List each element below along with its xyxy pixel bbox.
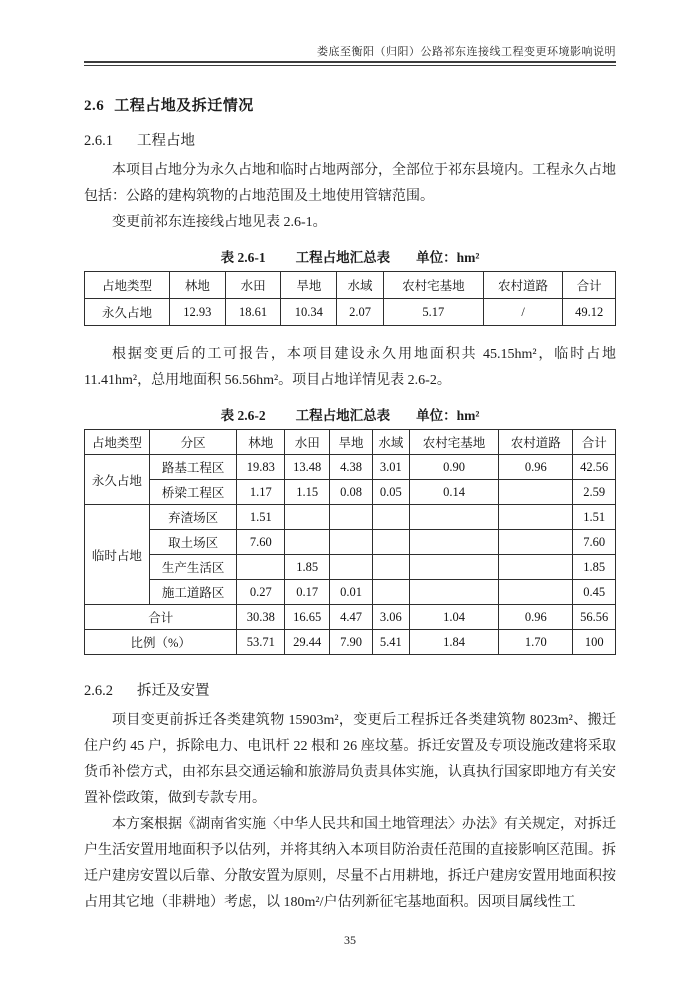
cell: 2.07	[337, 299, 384, 326]
table-ratio-row	[85, 630, 616, 655]
cell: 5.17	[383, 299, 483, 326]
cell	[409, 530, 498, 555]
header-cell: 农村道路	[483, 272, 563, 299]
cell: 18.61	[225, 299, 281, 326]
table-1-caption	[84, 246, 616, 266]
cell: 13.48	[285, 455, 330, 480]
row-group-label: 永久占地	[85, 455, 150, 505]
header-cell: 占地类型	[85, 272, 170, 299]
header-cell: 水域	[372, 430, 409, 455]
cell: 1.85	[573, 555, 616, 580]
table-header-row	[85, 430, 616, 455]
cell	[330, 555, 372, 580]
cell: 1.04	[409, 605, 498, 630]
cell	[499, 480, 573, 505]
paragraph-change-summary: 根据变更后的工可报告，本项目建设永久用地面积共 45.15hm²，临时占地 11.41hm²，总用地面积 56.56hm²。项目占地详情见表 2.6-2。	[84, 347, 616, 388]
cell: 19.83	[237, 455, 285, 480]
cell: 取土场区	[149, 530, 237, 555]
table-1-title: 工程占地汇总表	[295, 250, 391, 265]
header-cell: 水域	[337, 272, 384, 299]
cell: 1.15	[285, 480, 330, 505]
cell: 0.01	[330, 580, 372, 605]
cell: 生产生活区	[149, 555, 237, 580]
cell	[409, 555, 498, 580]
table-row	[85, 580, 616, 605]
cell: 30.38	[237, 605, 285, 630]
cell	[237, 555, 285, 580]
cell	[499, 580, 573, 605]
cell: 1.85	[285, 555, 330, 580]
cell: 56.56	[573, 605, 616, 630]
cell	[372, 580, 409, 605]
cell: 53.71	[237, 630, 285, 655]
section-title: 工程占地	[137, 133, 195, 149]
cell	[499, 530, 573, 555]
table-1-label: 表 2.6-1	[220, 250, 266, 265]
cell: 7.60	[573, 530, 616, 555]
cell: 4.38	[330, 455, 372, 480]
cell	[499, 555, 573, 580]
header-cell: 水田	[285, 430, 330, 455]
cell: 42.56	[573, 455, 616, 480]
section-heading-2-6-1	[84, 129, 616, 150]
running-header-title: 娄底至衡阳（归阳）公路祁东连接线工程变更环境影响说明	[317, 46, 616, 58]
header-cell: 农村宅基地	[383, 272, 483, 299]
cell: 桥梁工程区	[149, 480, 237, 505]
cell: 0.96	[499, 455, 573, 480]
header-cell: 旱地	[330, 430, 372, 455]
header-cell: 林地	[237, 430, 285, 455]
total-label: 合计	[85, 605, 237, 630]
cell: 1.84	[409, 630, 498, 655]
cell: 弃渣场区	[149, 505, 237, 530]
paragraph-land-overview: 本项目占地分为永久占地和临时占地两部分，全部位于祁东县境内。工程永久占地包括：公路的建构筑物的占地范围及土地使用管辖范围。	[84, 163, 616, 204]
cell: 7.60	[237, 530, 285, 555]
cell: 7.90	[330, 630, 372, 655]
table-total-row	[85, 605, 616, 630]
cell: 路基工程区	[149, 455, 237, 480]
cell: 1.51	[237, 505, 285, 530]
running-header	[84, 0, 616, 59]
section-number: 2.6.2	[84, 683, 113, 699]
section-title: 工程占地及拆迁情况	[114, 98, 254, 114]
paragraph-table1-ref: 变更前祁东连接线占地见表 2.6-1。	[112, 215, 327, 230]
cell	[330, 530, 372, 555]
table-2-6-1	[84, 271, 616, 326]
header-cell: 合计	[563, 272, 616, 299]
cell	[372, 555, 409, 580]
cell	[409, 505, 498, 530]
cell: 100	[573, 630, 616, 655]
cell	[372, 530, 409, 555]
section-number: 2.6.1	[84, 133, 113, 149]
table-2-label: 表 2.6-2	[220, 408, 266, 423]
cell: 3.01	[372, 455, 409, 480]
header-cell: 水田	[225, 272, 281, 299]
table-row	[85, 299, 616, 326]
section-title: 拆迁及安置	[137, 683, 210, 699]
cell: 5.41	[372, 630, 409, 655]
cell: 0.90	[409, 455, 498, 480]
cell: 16.65	[285, 605, 330, 630]
paragraph-resettlement-plan: 本方案根据《湖南省实施〈中华人民共和国土地管理法〉办法》有关规定，对拆迁户生活安置用地面积予以估列，并将其纳入本项目防治责任范围的直接影响区范围。拆迁户建房安置以后靠、分散安置为原则，尽量不占用耕地，拆迁户建房安置用地面积按占用其它地（非耕地）考虑，以 180m²/户估列新征宅基地面积。因项目属线性工	[84, 817, 616, 910]
cell: 0.05	[372, 480, 409, 505]
cell: 2.59	[573, 480, 616, 505]
table-row	[85, 530, 616, 555]
cell: 12.93	[169, 299, 225, 326]
cell: 0.14	[409, 480, 498, 505]
page-number: 35	[344, 933, 356, 947]
table-1-unit: 单位：hm²	[416, 250, 480, 265]
cell: 3.06	[372, 605, 409, 630]
cell	[285, 505, 330, 530]
header-cell: 农村宅基地	[409, 430, 498, 455]
section-heading-2-6	[84, 94, 616, 115]
cell: 1.17	[237, 480, 285, 505]
header-cell: 旱地	[281, 272, 337, 299]
cell	[499, 505, 573, 530]
cell: 0.08	[330, 480, 372, 505]
table-2-unit: 单位：hm²	[416, 408, 480, 423]
cell	[330, 505, 372, 530]
cell: 施工道路区	[149, 580, 237, 605]
cell: 29.44	[285, 630, 330, 655]
table-2-title: 工程占地汇总表	[295, 408, 391, 423]
cell: 10.34	[281, 299, 337, 326]
cell: 永久占地	[85, 299, 170, 326]
cell: 0.27	[237, 580, 285, 605]
section-number: 2.6	[84, 98, 105, 114]
table-2-6-2	[84, 429, 616, 655]
cell: 1.70	[499, 630, 573, 655]
section-heading-2-6-2	[84, 679, 616, 700]
paragraph-demolition: 项目变更前拆迁各类建筑物 15903m²，变更后工程拆迁各类建筑物 8023m²、搬迁住户约 45 户，拆除电力、电讯杆 22 根和 26 座坟墓。拆迁安置及专项设施改建将采取货币补偿方式，由祁东县交通运输和旅游局负责具体实施，认真执行国家即地方有关安置补偿政策，做到专款专用。	[84, 713, 616, 806]
ratio-label: 比例（%）	[85, 630, 237, 655]
table-2-caption	[84, 404, 616, 424]
header-cell: 分区	[149, 430, 237, 455]
header-rule	[84, 61, 616, 66]
table-row	[85, 480, 616, 505]
table-row	[85, 455, 616, 480]
cell: 0.45	[573, 580, 616, 605]
table-header-row	[85, 272, 616, 299]
table-row	[85, 555, 616, 580]
cell	[409, 580, 498, 605]
table-row	[85, 505, 616, 530]
cell: 0.96	[499, 605, 573, 630]
header-cell: 农村道路	[499, 430, 573, 455]
header-cell: 占地类型	[85, 430, 150, 455]
cell: 4.47	[330, 605, 372, 630]
cell: 0.17	[285, 580, 330, 605]
cell: 49.12	[563, 299, 616, 326]
cell	[285, 530, 330, 555]
header-cell: 林地	[169, 272, 225, 299]
cell: /	[483, 299, 563, 326]
cell: 1.51	[573, 505, 616, 530]
row-group-label: 临时占地	[85, 505, 150, 605]
header-cell: 合计	[573, 430, 616, 455]
cell	[372, 505, 409, 530]
